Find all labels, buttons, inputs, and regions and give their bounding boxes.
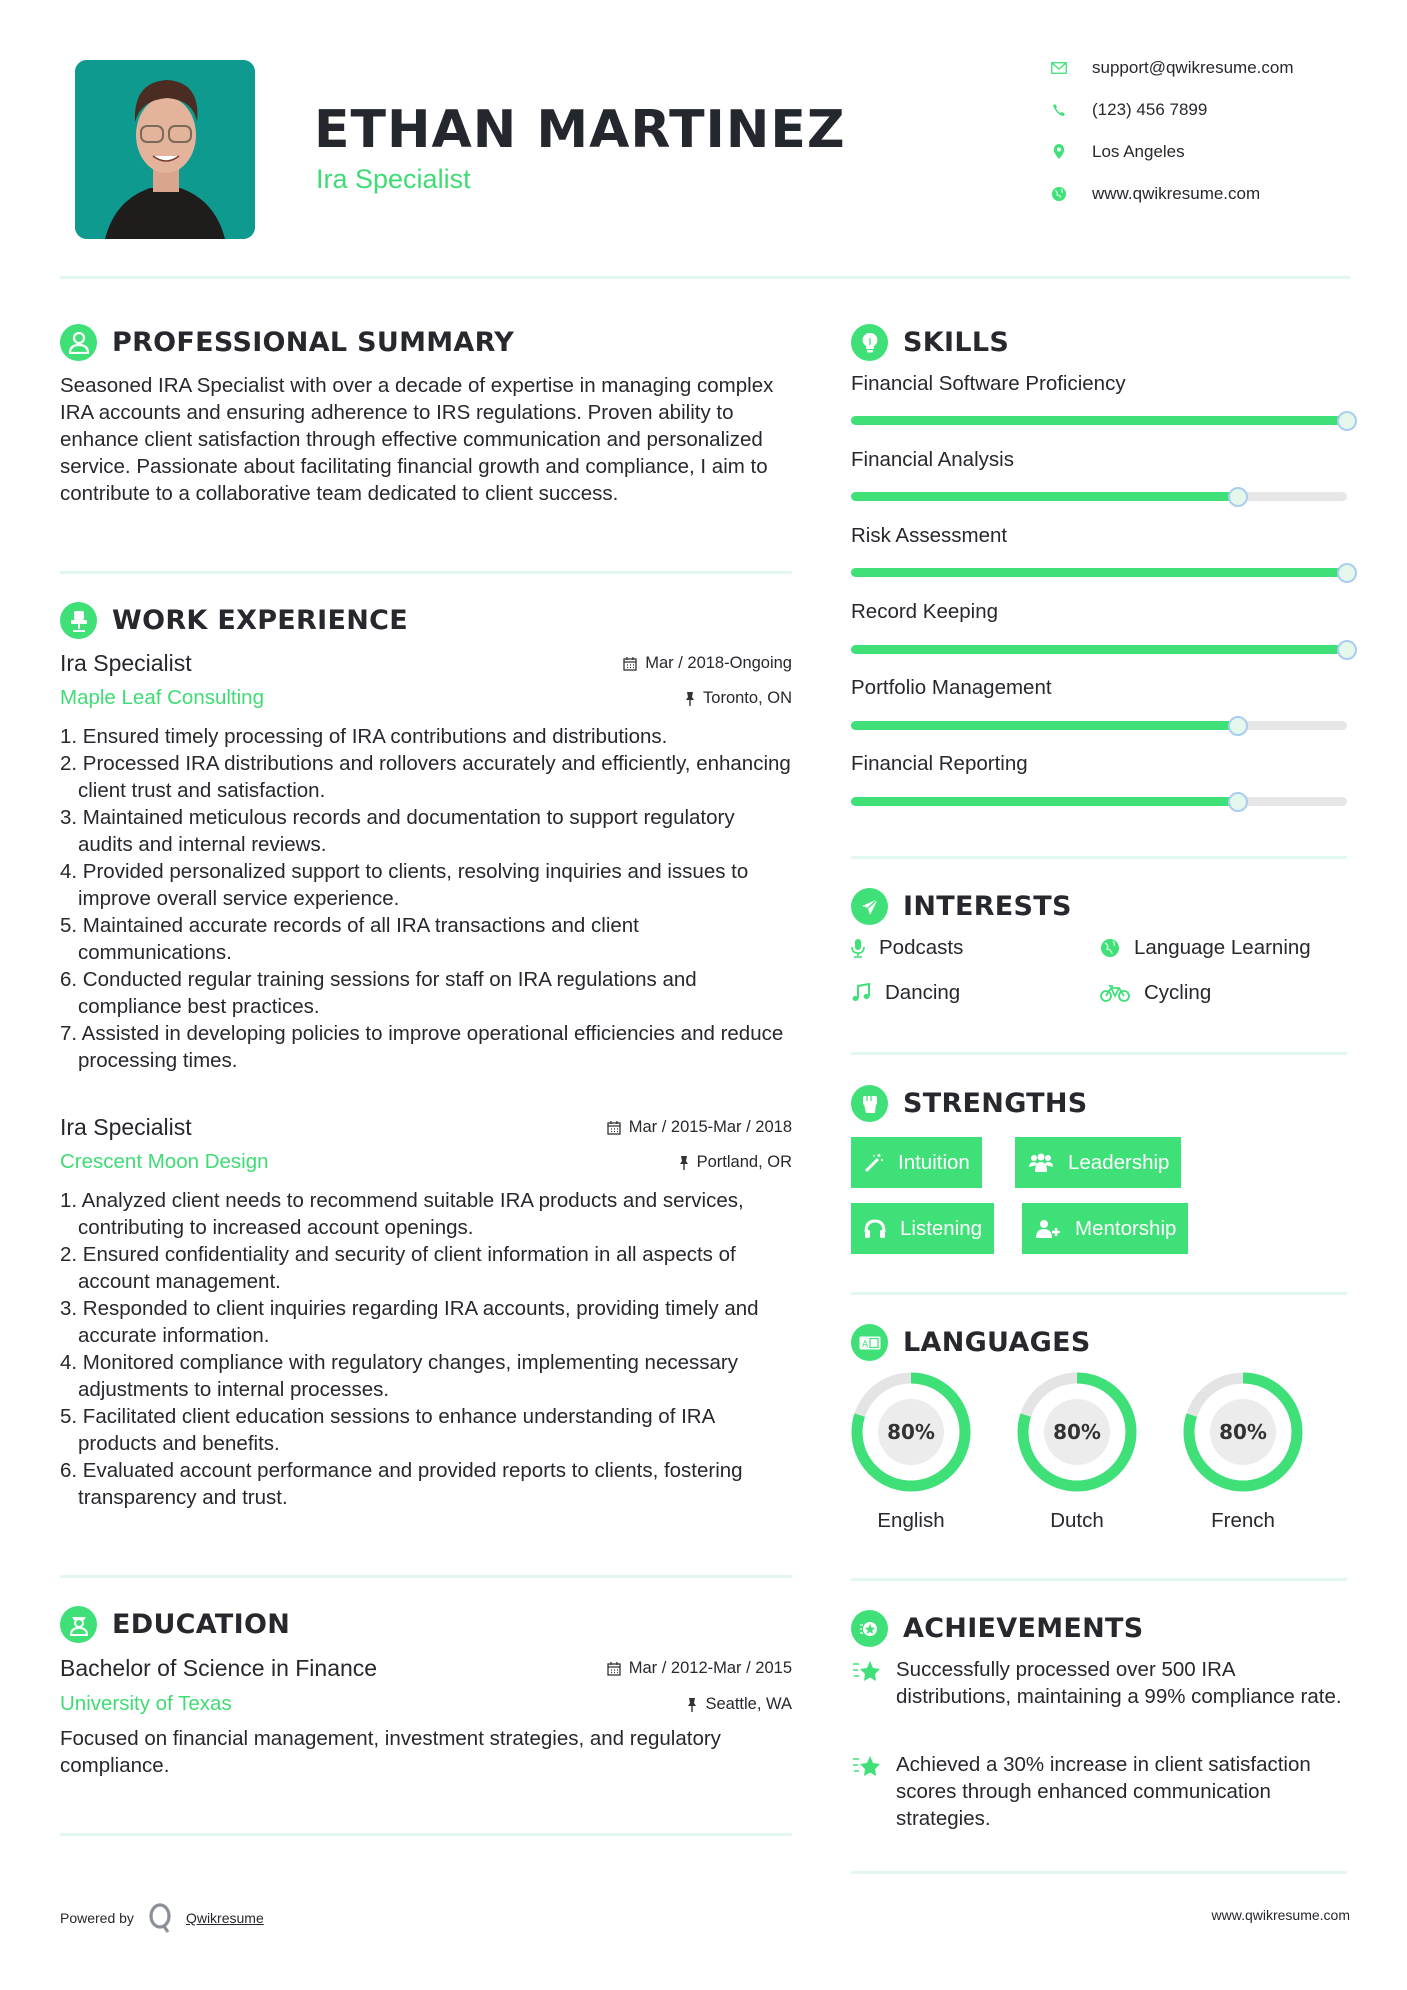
qwikresume-link[interactable]: Qwikresume [185, 1910, 264, 1926]
job-entry [60, 1112, 792, 1511]
skill-knob [1337, 411, 1357, 431]
company-name: Crescent Moon Design [60, 1150, 269, 1173]
star-badge-icon [851, 1610, 888, 1647]
language-label: English [877, 1509, 945, 1532]
globe-icon [1050, 185, 1068, 203]
education-location: Seattle, WA [687, 1695, 792, 1714]
skill-knob [1228, 716, 1248, 736]
language-donut [1181, 1370, 1305, 1494]
calendar-icon [607, 1661, 621, 1676]
strengths-heading [851, 1085, 1088, 1122]
skill-label: Portfolio Management [851, 676, 1052, 699]
skill-bar [851, 492, 1347, 501]
globe-icon [1100, 938, 1120, 958]
location-text: Los Angeles [1092, 142, 1185, 161]
experience-divider [60, 1575, 792, 1578]
paper-plane-icon [851, 888, 888, 925]
skill-label: Risk Assessment [851, 524, 1008, 547]
calendar-icon [607, 1120, 621, 1135]
strength-chip: Mentorship [1022, 1203, 1188, 1254]
pushpin-icon [685, 691, 695, 706]
skill-knob [1228, 792, 1248, 812]
microphone-icon [851, 938, 865, 958]
summary-title: PROFESSIONAL SUMMARY [112, 327, 515, 358]
footer-website[interactable]: www.qwikresume.com [1211, 1907, 1350, 1923]
map-pin-icon [1050, 143, 1068, 161]
languages-divider [851, 1578, 1347, 1581]
summary-divider [60, 571, 792, 574]
interests-divider [851, 1052, 1347, 1055]
skill-label: Record Keeping [851, 600, 999, 623]
interest-item: Dancing [851, 981, 960, 1005]
duty-item: 1. Analyzed client needs to recommend suitable IRA products and services, contributing to increased account openings. [60, 1189, 744, 1239]
strengths-title: STRENGTHS [903, 1088, 1088, 1119]
graduate-icon [60, 1606, 97, 1643]
duty-item: 5. Maintained accurate records of all IRA transactions and client communications. [60, 914, 639, 964]
envelope-icon [1050, 59, 1068, 77]
duty-item: 6. Evaluated account performance and provided reports to clients, fostering transparency and trust. [60, 1459, 743, 1509]
star-icon [851, 1656, 896, 1710]
skill-bar [851, 416, 1347, 425]
skills-heading [851, 324, 1009, 361]
skill-knob [1337, 640, 1357, 660]
contact-phone[interactable] [1050, 100, 1207, 120]
language-item [1181, 1370, 1305, 1533]
duty-item: 3. Maintained meticulous records and documentation to support regulatory audits and internal reviews. [60, 806, 735, 856]
duty-item: 4. Monitored compliance with regulatory changes, implementing necessary adjustments to internal processes. [60, 1351, 738, 1401]
duty-item: 1. Ensured timely processing of IRA contributions and distributions. [60, 725, 668, 748]
skill-knob [1337, 563, 1357, 583]
achievement-item: Successfully processed over 500 IRA distributions, maintaining a 99% compliance rate. [851, 1656, 1351, 1710]
strengths-divider [851, 1292, 1347, 1295]
calendar-icon [623, 656, 637, 671]
job-location: Toronto, ON [685, 689, 792, 708]
duty-item: 7. Assisted in developing policies to improve operational efficiencies and reduce processing times. [60, 1022, 784, 1072]
svg-text:80%: 80% [1053, 1420, 1101, 1444]
duty-item: 4. Provided personalized support to clients, resolving inquiries and issues to improve overall service experience. [60, 860, 749, 910]
skill-label: Financial Software Proficiency [851, 372, 1126, 395]
languages-title: LANGUAGES [903, 1327, 1091, 1358]
education-divider [60, 1833, 792, 1836]
strength-chip: Intuition [851, 1137, 982, 1188]
job-dates: Mar / 2015-Mar / 2018 [607, 1118, 792, 1137]
skill-bar [851, 568, 1347, 577]
skill-bar [851, 721, 1347, 730]
phone-text: (123) 456 7899 [1092, 100, 1208, 119]
language-label: French [1211, 1509, 1275, 1532]
skills-divider [851, 856, 1347, 859]
pushpin-icon [679, 1155, 689, 1170]
person-photo-icon [75, 60, 255, 239]
job-title: Ira Specialist [60, 649, 192, 676]
email-text: support@qwikresume.com [1092, 58, 1294, 77]
skill-label: Financial Reporting [851, 752, 1028, 775]
svg-text:80%: 80% [887, 1420, 935, 1444]
bicycle-icon [1100, 984, 1130, 1002]
skill-bar [851, 797, 1347, 806]
profile-photo [75, 60, 255, 239]
strength-chip: Listening [851, 1203, 994, 1254]
job-entry [60, 648, 792, 1074]
education-entry [60, 1652, 792, 1779]
candidate-name: ETHAN MARTINEZ [314, 100, 846, 160]
contact-location [1050, 142, 1185, 162]
phone-icon [1050, 101, 1068, 119]
footer-powered-by: Powered by Qwikresume [60, 1903, 264, 1933]
duty-item: 6. Conducted regular training sessions for staff on IRA regulations and compliance best practices. [60, 968, 697, 1018]
job-location: Portland, OR [679, 1153, 792, 1172]
website-text: www.qwikresume.com [1092, 184, 1261, 203]
fist-icon [851, 1085, 888, 1122]
office-chair-icon [60, 602, 97, 639]
interests-title: INTERESTS [903, 891, 1072, 922]
job-duties [60, 1187, 792, 1511]
strength-chip: Leadership [1015, 1137, 1181, 1188]
users-icon [1028, 1153, 1054, 1173]
company-name: Maple Leaf Consulting [60, 686, 264, 709]
interest-item: Podcasts [851, 936, 963, 960]
degree-name: Bachelor of Science in Finance [60, 1654, 378, 1681]
language-donut [849, 1370, 973, 1494]
job-duties [60, 723, 792, 1074]
language-label: Dutch [1050, 1509, 1104, 1532]
interest-item: Cycling [1100, 981, 1211, 1005]
contact-email[interactable] [1050, 58, 1294, 78]
achievement-item: Achieved a 30% increase in client satisfaction scores through enhanced communication strategies. [851, 1751, 1351, 1832]
language-item [1015, 1370, 1139, 1533]
achievements-heading [851, 1610, 1144, 1647]
job-dates: Mar / 2018-Ongoing [623, 654, 792, 673]
user-icon [60, 324, 97, 361]
language-donut [1015, 1370, 1139, 1494]
education-dates: Mar / 2012-Mar / 2015 [607, 1659, 792, 1678]
experience-title: WORK EXPERIENCE [112, 605, 408, 636]
experience-heading [60, 602, 408, 639]
language-icon [851, 1324, 888, 1361]
education-description: Focused on financial management, investment strategies, and regulatory compliance. [60, 1727, 721, 1777]
skills-title: SKILLS [903, 327, 1010, 358]
contact-website[interactable] [1050, 184, 1260, 204]
candidate-title: Ira Specialist [316, 164, 471, 194]
star-icon [851, 1751, 896, 1832]
languages-heading [851, 1324, 1091, 1361]
svg-text:80%: 80% [1219, 1420, 1267, 1444]
education-heading [60, 1606, 290, 1643]
duty-item: 5. Facilitated client education sessions to enhance understanding of IRA products and benefits. [60, 1405, 715, 1455]
skill-bar [851, 645, 1347, 654]
duty-item: 2. Ensured confidentiality and security of client information in all aspects of account management. [60, 1243, 736, 1293]
summary-heading [60, 324, 514, 361]
headphones-icon [864, 1219, 886, 1239]
achievements-title: ACHIEVEMENTS [903, 1613, 1144, 1644]
language-item [849, 1370, 973, 1533]
job-title: Ira Specialist [60, 1113, 192, 1140]
school-name: University of Texas [60, 1692, 232, 1715]
duty-item: 3. Responded to client inquiries regarding IRA accounts, providing timely and accurate information. [60, 1297, 759, 1347]
magic-wand-icon [864, 1153, 884, 1173]
education-title: EDUCATION [112, 1609, 291, 1640]
interest-item: Language Learning [1100, 936, 1311, 960]
pushpin-icon [687, 1697, 697, 1712]
interests-heading [851, 888, 1072, 925]
music-note-icon [851, 983, 871, 1003]
lightbulb-icon [851, 324, 888, 361]
duty-item: 2. Processed IRA distributions and rollovers accurately and efficiently, enhancing client trust and satisfaction. [60, 752, 791, 802]
summary-text: Seasoned IRA Specialist with over a decade of expertise in managing complex IRA accounts and ensuring adherence to IRS regulations. Proven ability to enhance client satisfaction through effective communication and personalized service. Passionate about facilitating financial growth and compliance, I aim to contribute to a collaborative team dedicated to client success. [60, 374, 774, 505]
svg-text:A: A [861, 1339, 868, 1350]
achievements-divider [851, 1871, 1347, 1874]
header-divider [60, 276, 1350, 279]
user-plus-icon [1035, 1219, 1061, 1239]
skill-knob [1228, 487, 1248, 507]
skill-label: Financial Analysis [851, 448, 1014, 471]
qwikresume-logo-icon [148, 1903, 174, 1933]
